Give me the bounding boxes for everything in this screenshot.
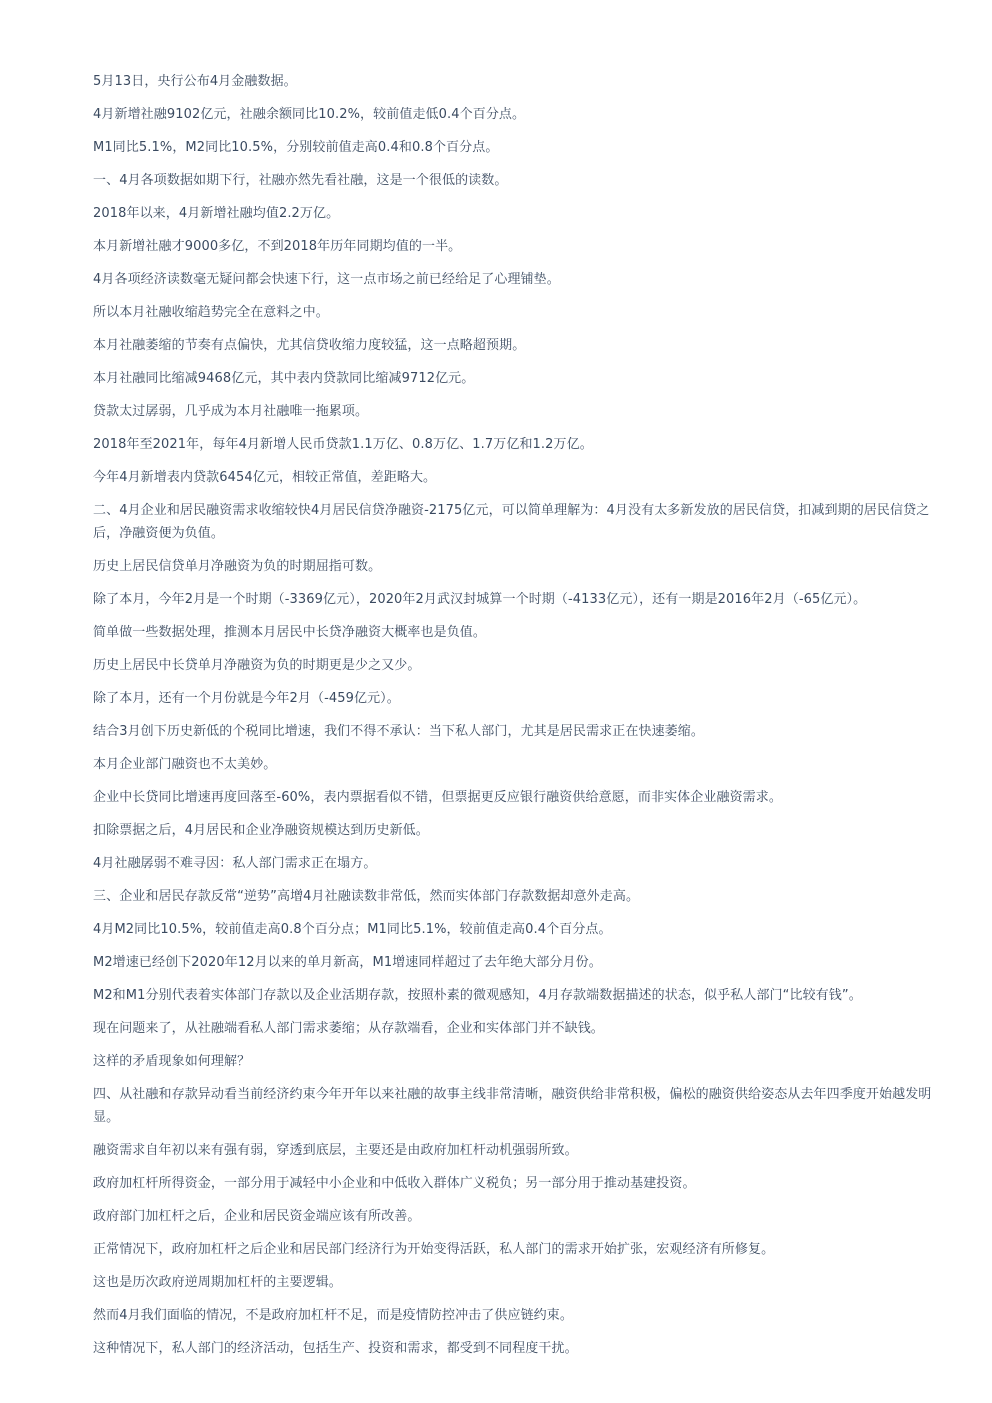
paragraph: 结合3月创下历史新低的个税同比增速，我们不得不承认：当下私人部门，尤其是居民需求正在快速萎缩。 xyxy=(93,724,704,739)
paragraph: 扣除票据之后，4月居民和企业净融资规模达到历史新低。 xyxy=(93,823,429,838)
paragraph: 4月M2同比10.5%，较前值走高0.8个百分点；M1同比5.1%，较前值走高0.4个百分点。 xyxy=(93,922,612,937)
paragraph: 4月社融孱弱不难寻因：私人部门需求正在塌方。 xyxy=(93,856,377,871)
paragraph: 5月13日，央行公布4月金融数据。 xyxy=(93,74,297,89)
paragraph: 这也是历次政府逆周期加杠杆的主要逻辑。 xyxy=(93,1275,342,1290)
paragraph: 本月社融萎缩的节奏有点偏快，尤其信贷收缩力度较猛，这一点略超预期。 xyxy=(93,338,526,353)
paragraph: M1同比5.1%，M2同比10.5%，分别较前值走高0.4和0.8个百分点。 xyxy=(93,140,499,155)
paragraph: 今年4月新增表内贷款6454亿元，相较正常值，差距略大。 xyxy=(93,470,437,485)
paragraph: 政府加杠杆所得资金，一部分用于减轻中小企业和中低收入群体广义税负；另一部分用于推动基建投资。 xyxy=(93,1176,696,1191)
paragraph: 企业中长贷同比增速再度回落至-60%，表内票据看似不错，但票据更反应银行融资供给意愿，而非实体企业融资需求。 xyxy=(93,790,782,805)
section-heading-paragraph: 一、4月各项数据如期下行，社融亦然先看社融，这是一个很低的读数。 xyxy=(93,173,508,188)
paragraph: M2和M1分别代表着实体部门存款以及企业活期存款，按照朴素的微观感知，4月存款端数据描述的状态，似乎私人部门“比较有钱”。 xyxy=(93,988,862,1003)
paragraph: 简单做一些数据处理，推测本月居民中长贷净融资大概率也是负值。 xyxy=(93,625,487,640)
paragraph: 然而4月我们面临的情况，不是政府加杠杆不足，而是疫情防控冲击了供应链约束。 xyxy=(93,1308,573,1323)
section-heading-paragraph: 四、从社融和存款异动看当前经济约束今年开年以来社融的故事主线非常清晰，融资供给非常积极，偏松的融资供给姿态从去年四季度开始越发明显。 xyxy=(93,1087,932,1125)
section-heading-paragraph: 三、企业和居民存款反常“逆势”高增4月社融读数非常低，然而实体部门存款数据却意外走高。 xyxy=(93,889,640,904)
paragraph: 融资需求自年初以来有强有弱，穿透到底层，主要还是由政府加杠杆动机强弱所致。 xyxy=(93,1143,578,1158)
paragraph: 历史上居民信贷单月净融资为负的时期屈指可数。 xyxy=(93,559,382,574)
paragraph: M2增速已经创下2020年12月以来的单月新高，M1增速同样超过了去年绝大部分月份。 xyxy=(93,955,602,970)
paragraph: 正常情况下，政府加杠杆之后企业和居民部门经济行为开始变得活跃，私人部门的需求开始扩张，宏观经济有所修复。 xyxy=(93,1242,775,1257)
article-body xyxy=(93,70,945,1370)
paragraph: 2018年至2021年，每年4月新增人民币贷款1.1万亿、0.8万亿、1.7万亿和1.2万亿。 xyxy=(93,437,593,452)
paragraph: 4月新增社融9102亿元，社融余额同比10.2%，较前值走低0.4个百分点。 xyxy=(93,107,526,122)
paragraph: 贷款太过孱弱，几乎成为本月社融唯一拖累项。 xyxy=(93,404,369,419)
paragraph: 本月企业部门融资也不太美妙。 xyxy=(93,757,277,772)
paragraph: 这样的矛盾现象如何理解？ xyxy=(93,1054,251,1069)
paragraph: 本月社融同比缩减9468亿元，其中表内贷款同比缩减9712亿元。 xyxy=(93,371,475,386)
paragraph: 2018年以来，4月新增社融均值2.2万亿。 xyxy=(93,206,340,221)
paragraph: 历史上居民中长贷单月净融资为负的时期更是少之又少。 xyxy=(93,658,421,673)
paragraph: 除了本月，今年2月是一个时期（-3369亿元），2020年2月武汉封城算一个时期（-4133亿元），还有一期是2016年2月（-65亿元）。 xyxy=(93,592,867,607)
paragraph: 政府部门加杠杆之后，企业和居民资金端应该有所改善。 xyxy=(93,1209,421,1224)
paragraph: 本月新增社融才9000多亿，不到2018年历年同期均值的一半。 xyxy=(93,239,462,254)
paragraph: 4月各项经济读数毫无疑问都会快速下行，这一点市场之前已经给足了心理铺垫。 xyxy=(93,272,560,287)
paragraph: 这种情况下，私人部门的经济活动，包括生产、投资和需求，都受到不同程度干扰。 xyxy=(93,1341,578,1356)
section-heading-paragraph: 二、4月企业和居民融资需求收缩较快4月居民信贷净融资-2175亿元，可以简单理解为：4月没有太多新发放的居民信贷，扣减到期的居民信贷之后，净融资便为负值。 xyxy=(93,503,930,541)
paragraph: 除了本月，还有一个月份就是今年2月（-459亿元）。 xyxy=(93,691,400,706)
paragraph: 现在问题来了，从社融端看私人部门需求萎缩；从存款端看，企业和实体部门并不缺钱。 xyxy=(93,1021,604,1036)
paragraph: 所以本月社融收缩趋势完全在意料之中。 xyxy=(93,305,329,320)
